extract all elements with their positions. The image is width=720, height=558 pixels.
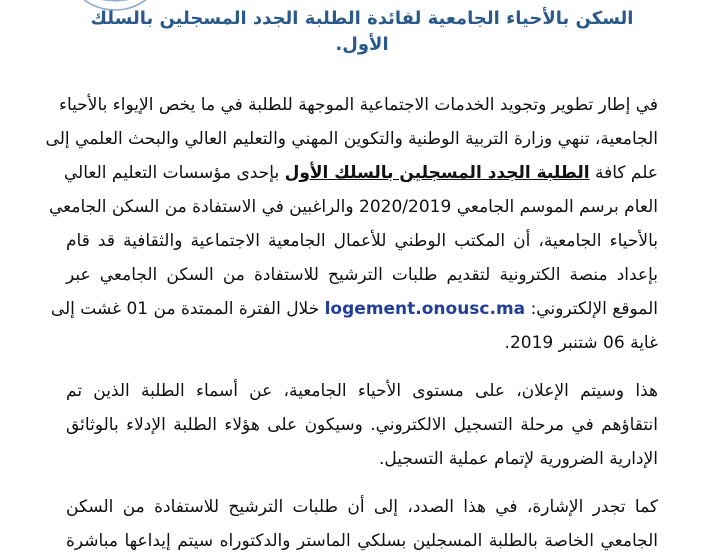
paragraph-1-line-7 (50, 292, 658, 326)
text-segment: علم كافة (594, 163, 658, 183)
paragraph-2-line-2: انتقاؤهم في مرحلة التسجيل الالكتروني. وسيكون على هؤلاء الطلبة الإدلاء بالوثائق (66, 415, 658, 435)
paragraph-2 (66, 374, 658, 476)
paragraph-1-line-4: العام برسم الموسم الجامعي 2020/2019 والراغبين في الاستفادة من السكن الجامعي (48, 197, 658, 217)
document-title: السكن بالأحياء الجامعية لفائدة الطلبة الجدد المسجلين بالسلك الأول. (90, 8, 634, 55)
text-segment: خلال الفترة الممتدة من 01 غشت إلى (50, 299, 320, 319)
paragraph-1-line-2: الجامعية، تنهي وزارة التربية الوطنية والتكوين المهني والتعليم العالي والبحث العلمي إلى (45, 129, 658, 149)
website-link[interactable]: logement.onousc.ma (324, 299, 526, 319)
paragraph-1-line-1: في إطار تطوير وتجويد الخدمات الاجتماعية الموجهة للطلبة في ما يخص الإيواء بالأحياء (58, 95, 658, 115)
paragraph-3 (66, 490, 658, 558)
highlighted-target-students: الطلبة الجدد المسجلين بالسلك الأول (284, 163, 590, 183)
paragraph-2-line-1: هذا وسيتم الإعلان، على مستوى الأحياء الجامعية، عن أسماء الطلبة الذين تم (66, 381, 658, 401)
paragraph-1-line-5: بالأحياء الجامعية، أن المكتب الوطني للأعمال الجامعية الاجتماعية والثقافية قد قام (66, 231, 658, 251)
paragraph-3-line-2: الجامعي الخاصة بالطلبة المسجلين بسلكي الماستر والدكتوراه سيتم إيداعها مباشرة (66, 531, 658, 551)
paragraph-2-line-3: الإدارية الضرورية لإتمام عملية التسجيل. (378, 449, 658, 469)
text-segment: الموقع الإلكتروني: (530, 299, 658, 319)
paragraph-3-line-1: كما تجدر الإشارة، في هذا الصدد، إلى أن طلبات الترشيح للاستفادة من السكن (66, 497, 658, 517)
paragraph-1-line-3 (63, 156, 658, 190)
text-segment: بإحدى مؤسسات التعليم العالي (63, 163, 280, 183)
paragraph-1-line-8: غاية 06 شتنبر 2019. (504, 333, 658, 353)
document-page (45, 0, 658, 558)
paragraph-1-line-6: بإعداد منصة الكترونية لتقديم طلبات الترشيح للاستفادة من السكن الجامعي عبر (66, 265, 658, 285)
paragraph-1 (45, 88, 658, 360)
